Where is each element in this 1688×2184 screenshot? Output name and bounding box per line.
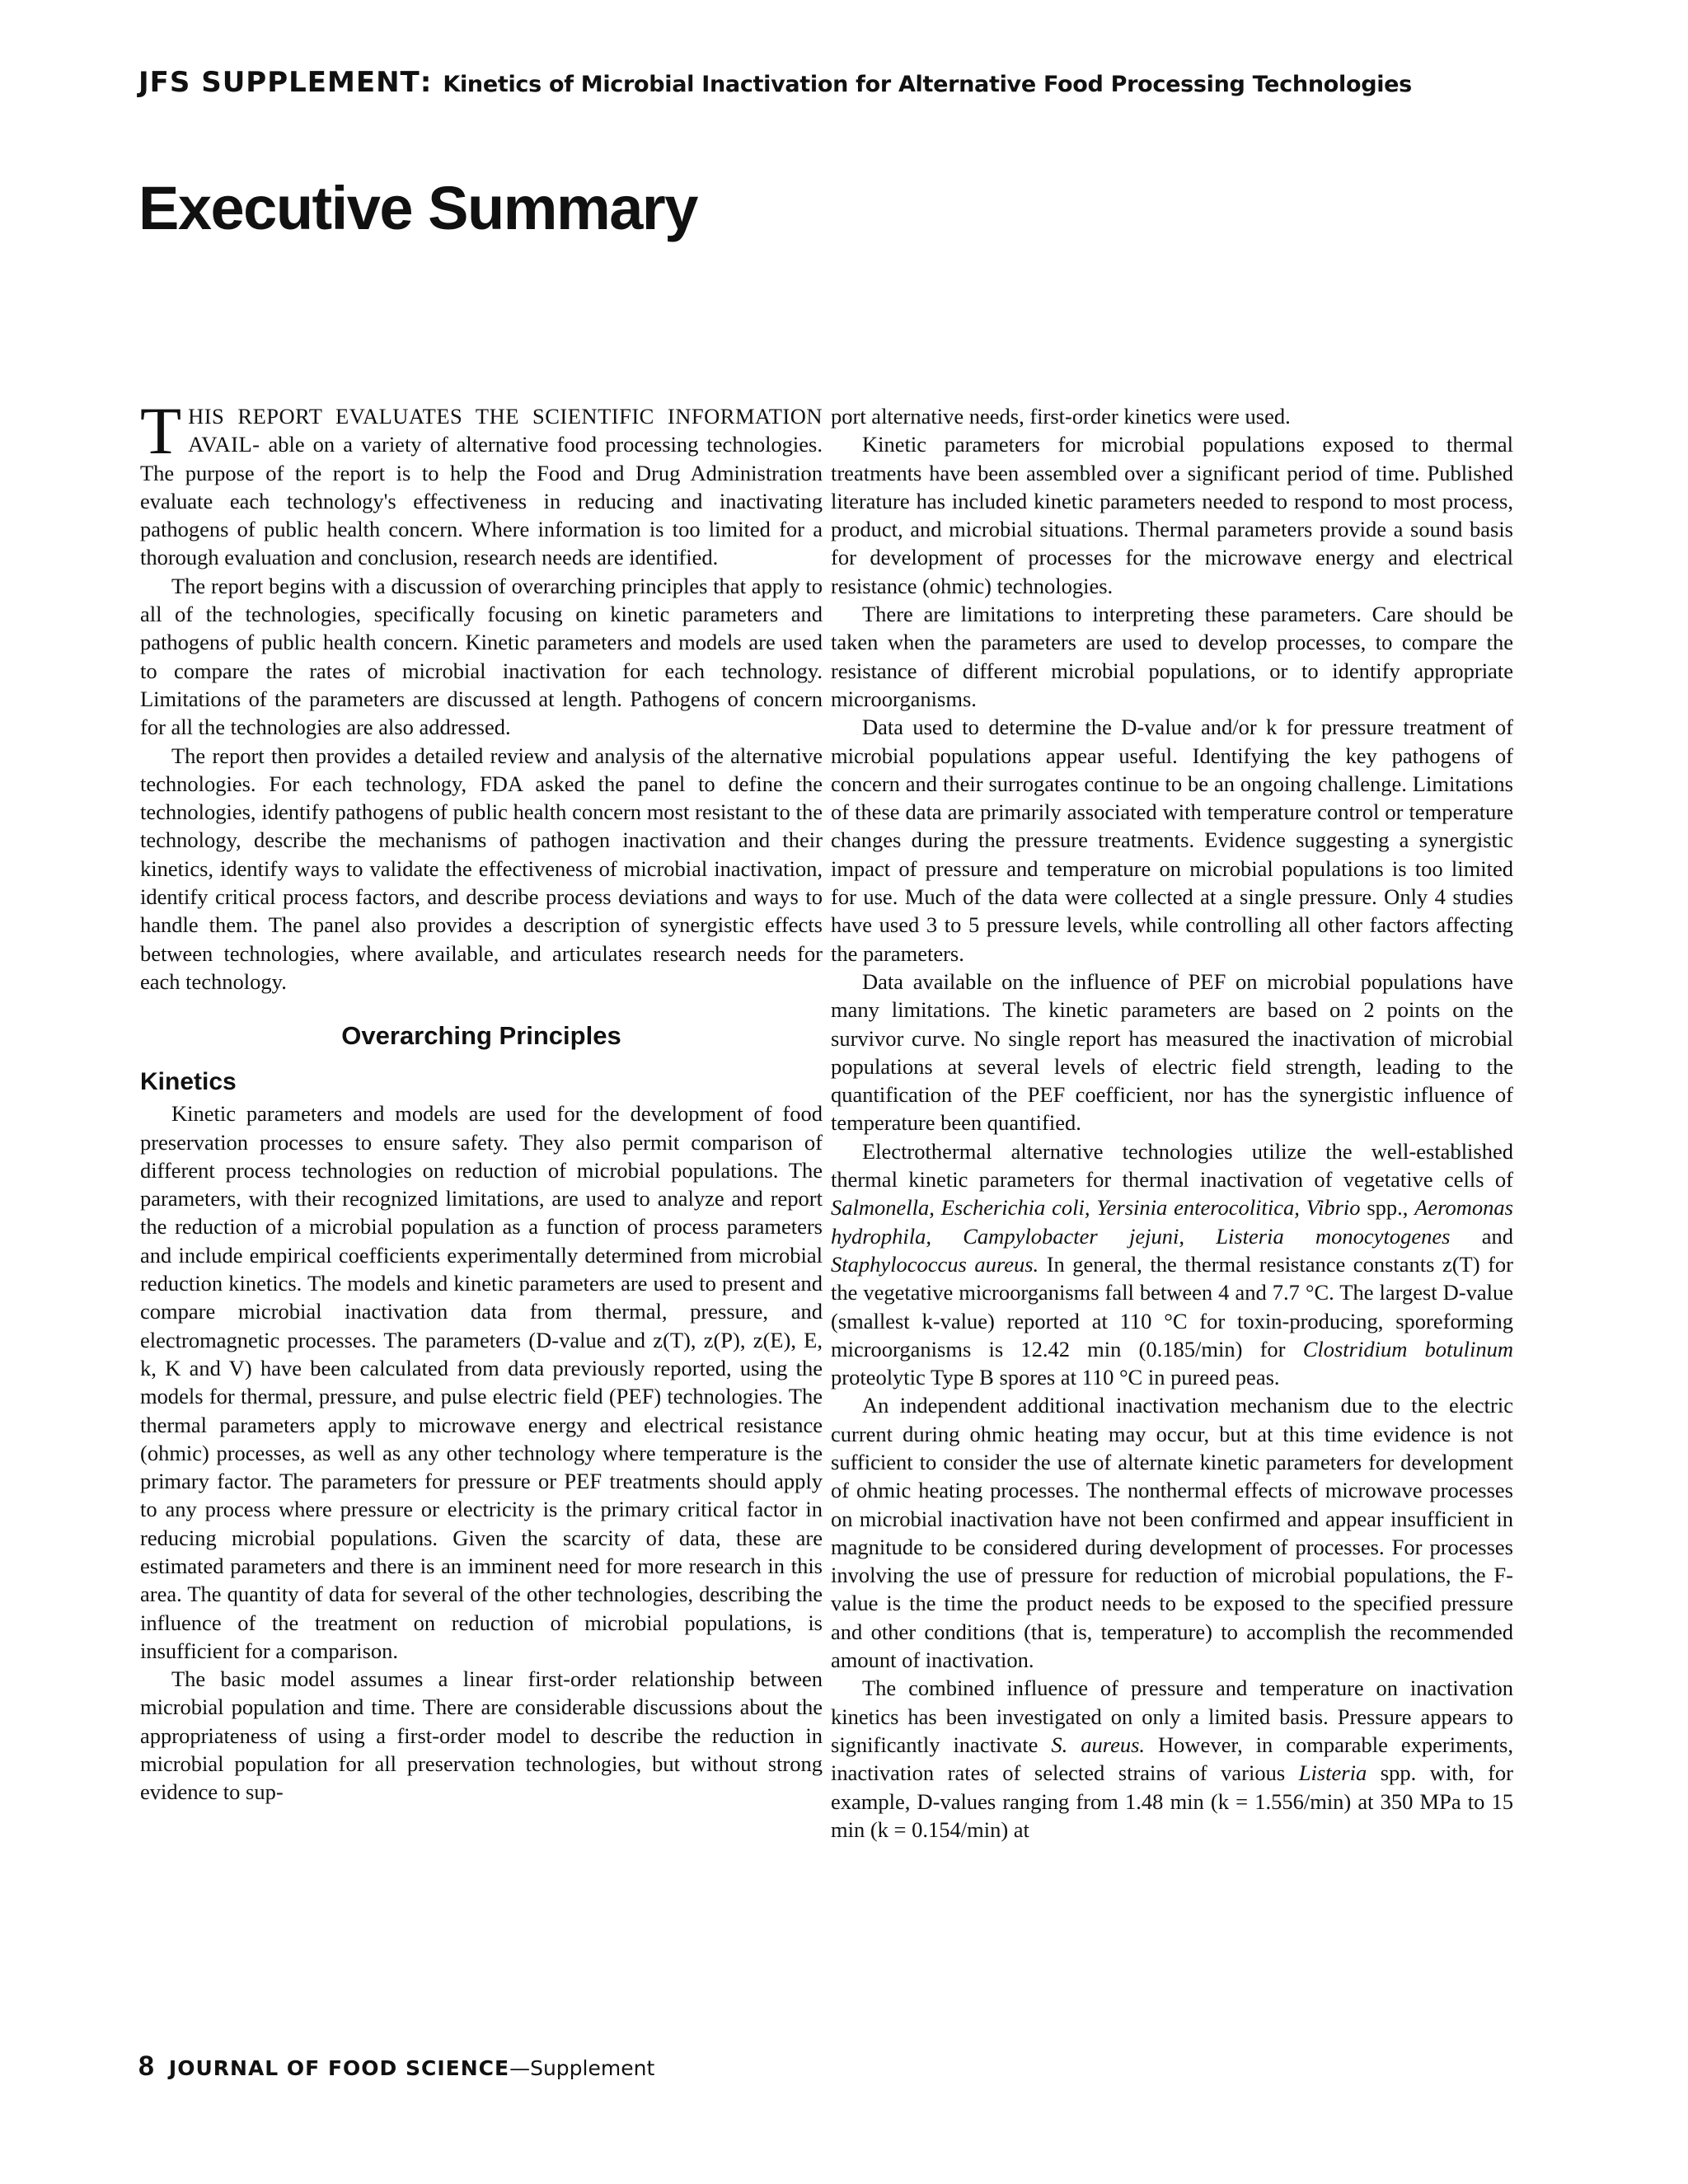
species-name: Salmonella, Escherichia coli, Yersinia enterocolitica, Vibrio <box>831 1195 1361 1221</box>
header-journal-name: JFS SUPPLEMENT <box>138 66 420 99</box>
text-run: Electrothermal alternative technologies utilize the well-established thermal kinetic parameters for thermal inactivation of vegetative cells of <box>831 1138 1513 1193</box>
footer-suffix: —Supplement <box>509 2056 655 2080</box>
text-run: spp., <box>1360 1195 1415 1221</box>
subheading: Kinetics <box>140 1068 237 1096</box>
intro-text: able on a variety of alternative food processing technologies. The purpose of the report is to help the Food and Drug Administration evaluate each technology's effectiveness in reducing and inactivating pathogens of public health concern. Where information is too limited for a thorough evaluation and conclusion, research needs are identified. <box>140 432 823 570</box>
body-paragraph: Kinetic parameters and models are used for the development of food preservation processes to ensure safety. They also permit comparison of different process technologies on reduction of microbial populations. The parameters, with their recognized limitations, are used to analyze and report the reduction of a microbial population as a function of process parameters and include empirical coefficients experimentally determined from microbial reduction kinetics. The models and kinetic parameters are used to present and compare microbial inactivation data from thermal, pressure, and electromagnetic processes. The parameters (D-value and z(T), z(P), z(E), E, k, K and V) have been calculated from data previously reported, using the models for thermal, pressure, and pulse electric field (PEF) technologies. The thermal parameters apply to microwave energy and electrical resistance (ohmic) processes, as well as any other technology where temperature is the primary factor. The parameters for pressure or PEF treatments should apply to any process where pressure or electricity is the primary critical factor in reducing microbial populations. Given the scarcity of data, these are estimated parameters and there is an imminent need for more research in this area. The quantity of data for several of the other technologies, describing the influence of the treatment on reduction of microbial populations, is insufficient for a comparison. <box>140 1101 823 1663</box>
body-paragraph: Kinetic parameters for microbial populations exposed to thermal treatments have been assembled over a significant period of time. Published literature has included kinetic parameters needed to respond to most process, product, and microbial situations. Thermal parameters provide a sound basis for development of processes for the microwave energy and electrical resistance (ohmic) technologies. <box>831 432 1513 598</box>
species-name: Clostridium botulinum <box>1302 1336 1513 1361</box>
body-paragraph <box>831 1674 1513 1844</box>
intro-paragraph <box>140 393 823 572</box>
text-run: However, in comparable experiments, inactivation rates of selected strains of various <box>831 1732 1513 1786</box>
running-footer <box>138 2050 654 2083</box>
species-name: Staphylococcus aureus. <box>831 1251 1039 1277</box>
species-name: S. aureus. <box>1051 1732 1146 1757</box>
text-run: spp. with, for example, D-values ranging from 1.48 min (k = 1.556/min) at 350 MPa to 15 min (k = 0.154/min) at <box>831 1760 1514 1842</box>
body-paragraph: port alternative needs, first-order kinetics were used. <box>831 404 1291 429</box>
body-paragraph: The report begins with a discussion of overarching principles that apply to all of the technologies, specifically focusing on kinetic parameters and pathogens of public health concern. Kinetic parameters and models are used to compare the rates of microbial inactivation for each technology. Limitations of the parameters are discussed at length. Pathogens of concern for all the technologies are also addressed. <box>140 573 823 740</box>
text-run: In general, the thermal resistance constants z(T) for the vegetative microorganisms fall between 4 and 7.7 °C. The largest D-value (smallest k-value) reported at 110 °C for toxin-producing, sporeforming microorganisms is 12.42 min (0.185/min) for <box>831 1251 1513 1361</box>
body-paragraph: An independent additional inactivation mechanism due to the electric current during ohmic heating may occur, but at this time evidence is not sufficient to consider the use of alternate kinetic parameters for development of ohmic heating processes. The nonthermal effects of microwave processes on microbial inactivation have not been confirmed and appear insufficient in magnitude to be considered during development of processes. For processes involving the use of pressure for reduction of microbial populations, the F-value is the time the product needs to be exposed to the specified pressure and other conditions (that is, temperature) to accomplish the recommended amount of inactivation. <box>831 1393 1513 1673</box>
header-subtitle: Kinetics of Microbial Inactivation for Alternative Food Processing Technologies <box>443 72 1412 97</box>
text-run: proteolytic Type B spores at 110 °C in pureed peas. <box>831 1365 1280 1390</box>
text-run: The combined influence of pressure and temperature on inactivation kinetics has been investigated on only a limited basis. Pressure appears to significantly inactivate <box>831 1675 1513 1757</box>
left-column <box>140 393 823 1807</box>
body-paragraph <box>831 1137 1513 1392</box>
page-title: Executive Summary <box>138 174 697 242</box>
page-number: 8 <box>138 2050 154 2082</box>
section-heading: Overarching Principles <box>341 1021 621 1051</box>
species-name: Listeria <box>1298 1760 1367 1786</box>
right-column <box>831 402 1513 1844</box>
intro-smallcaps: HIS REPORT EVALUATES THE SCIENTIFIC INFORMATION AVAIL- <box>188 404 823 457</box>
body-paragraph: Data used to determine the D-value and/or k for pressure treatment of microbial populations appear useful. Identifying the key pathogens of concern and their surrogates continue to be an ongoing challenge. Limitations of these data are primarily associated with temperature control or temperature changes during the pressure treatments. Evidence suggesting a synergistic impact of pressure and temperature on microbial populations is too limited for use. Much of the data were collected at a single pressure. Only 4 studies have used 3 to 5 pressure levels, while controlling all other factors affecting the parameters. <box>831 715 1513 966</box>
footer-journal-name: JOURNAL OF FOOD SCIENCE <box>168 2056 510 2080</box>
body-paragraph: The report then provides a detailed review and analysis of the alternative technologies. For each technology, FDA asked the panel to define the technologies, identify pathogens of public health concern most resistant to the technology, describe the mechanisms of pathogen inactivation and their kinetics, identify ways to validate the effectiveness of microbial inactivation, identify critical process factors, and describe process deviations and ways to handle them. The panel also provides a description of synergistic effects between technologies, where available, and articulates research needs for each technology. <box>140 743 823 994</box>
drop-cap: T <box>140 393 182 468</box>
running-header <box>138 66 1540 99</box>
text-run: and <box>1450 1223 1513 1249</box>
body-paragraph: There are limitations to interpreting these parameters. Care should be taken when the parameters are used to develop processes, to compare the resistance of different microbial populations, or to identify appropriate microorganisms. <box>831 602 1513 711</box>
body-paragraph: Data available on the influence of PEF on microbial populations have many limitations. The kinetic parameters are based on 2 points on the survivor curve. No single report has measured the inactivation of microbial populations at several levels of electric field strength, leading to the quantification of the PEF coefficient, nor has the synergistic influence of temperature been quantified. <box>831 968 1513 1136</box>
species-name: Aeromonas hydrophila, Campylobacter jejuni, Listeria monocytogenes <box>831 1195 1513 1249</box>
header-colon: : <box>420 66 432 99</box>
body-paragraph: The basic model assumes a linear first-order relationship between microbial population and time. There are considerable discussions about the appropriateness of using a first-order model to describe the reduction in microbial population for all preservation technologies, but without strong evidence to sup- <box>140 1666 823 1805</box>
